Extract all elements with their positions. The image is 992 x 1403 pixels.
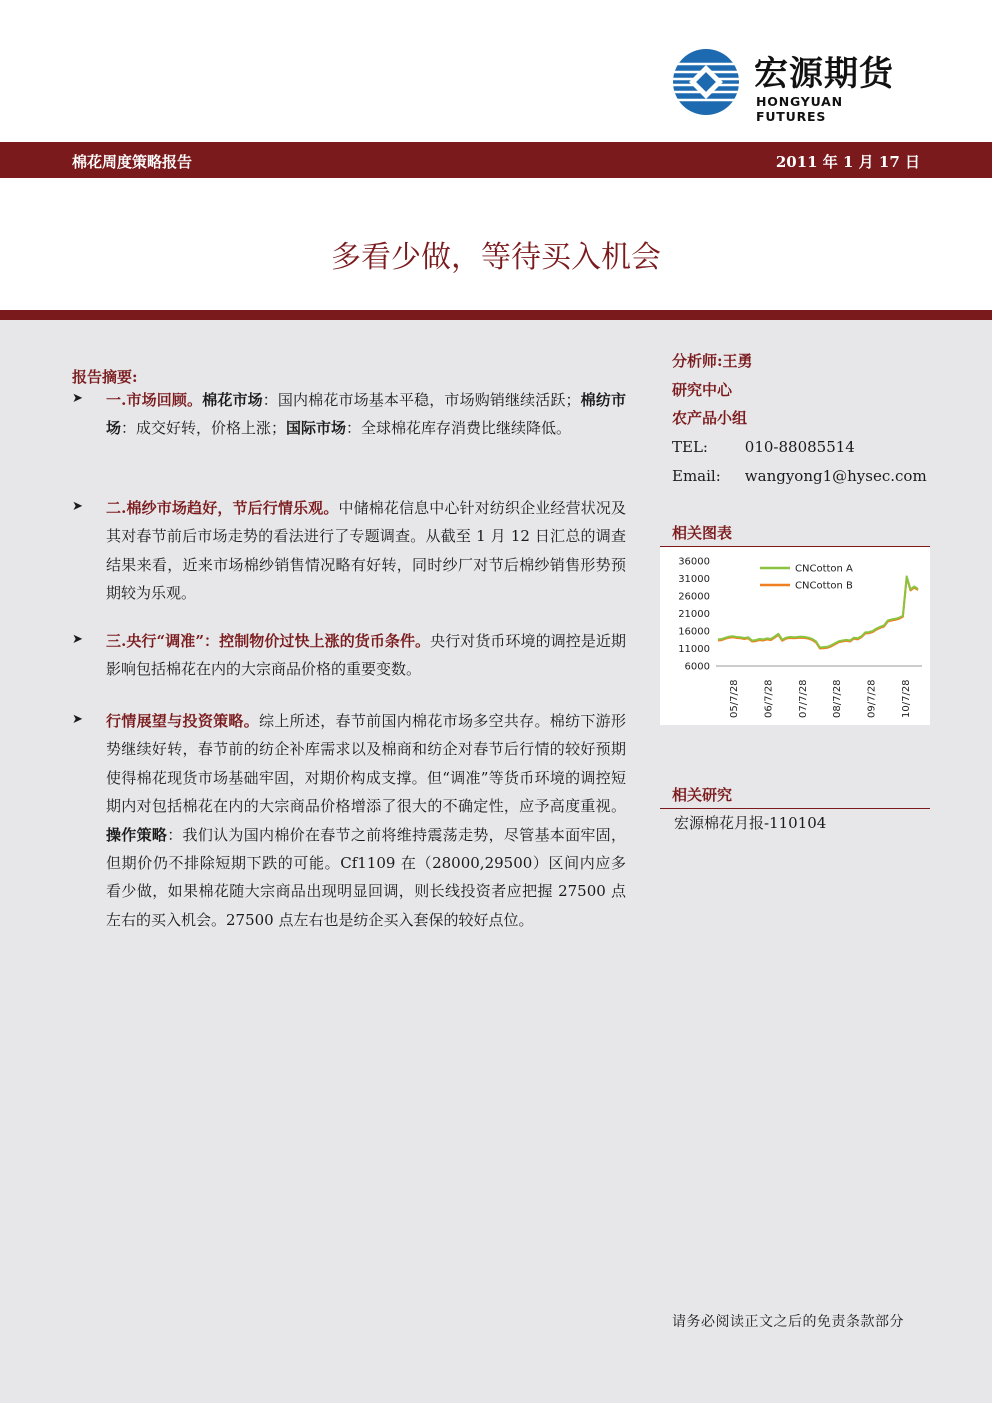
x-tick-label: 10/7/28 — [900, 679, 912, 718]
text-run: 中储棉花信息中心针对纺织企业经营状况及其对春节前后市场走势的看法进行了专题调查。从截至 1 月 12 日汇总的调查结果来看，近来市场棉纱销售情况略有好转，同时纱厂对节后棉纱销售形势预期较为乐观。 — [106, 499, 626, 603]
text-run: 一.市场回顾。 — [106, 391, 203, 409]
text-run: 二.棉纱市场趋好，节后行情乐观。 — [106, 499, 339, 517]
arrow-bullet-icon: ➤ — [72, 391, 83, 406]
text-run: 行情展望与投资策略。 — [106, 712, 260, 730]
y-tick-label: 6000 — [684, 661, 710, 673]
hongyuan-logo-icon — [672, 48, 740, 116]
y-tick-label: 36000 — [678, 556, 710, 568]
arrow-bullet-icon: ➤ — [72, 712, 83, 727]
analyst-name: 分析师:王勇 — [672, 352, 753, 370]
logo-english-name: HONGYUAN FUTURES — [756, 94, 843, 124]
email-label: Email: — [672, 466, 721, 485]
text-run: 综上所述，春节前国内棉花市场多空共存。棉纺下游形势继续好转，春节前的纺企补库需求以及棉商和纺企对春节后行情的较好预期使得棉花现货市场基础牢固，对期价构成支撑。但“调准”等货币环境的调控短期内对包括棉花在内的大宗商品价格增添了很大的不确定性，应予高度重视。 — [106, 712, 626, 816]
price-chart — [660, 547, 930, 725]
text-run: 操作策略 — [106, 825, 168, 844]
report-date: 2011 年 1 月 17 日 — [775, 153, 920, 171]
x-tick-label: 09/7/28 — [866, 679, 878, 718]
x-tick-label: 06/7/28 — [763, 679, 775, 718]
y-tick-label: 26000 — [678, 591, 710, 603]
tel-label: TEL: — [672, 437, 708, 456]
text-run: ：国内棉花市场基本平稳，市场购销继续活跃； — [262, 391, 581, 409]
text-run: ：全球棉花库存消费比继续降低。 — [346, 419, 572, 438]
x-tick-label: 05/7/28 — [729, 679, 741, 718]
analyst-info — [672, 347, 930, 491]
text-run: 棉花市场 — [202, 391, 263, 409]
y-tick-label: 21000 — [678, 609, 710, 620]
text-run: ：成交好转，价格上涨； — [121, 419, 287, 438]
company-logo — [672, 48, 912, 124]
y-tick-label: 11000 — [678, 644, 710, 655]
header-band — [0, 142, 992, 178]
title-divider — [0, 310, 992, 320]
related-research-item[interactable]: 宏源棉花月报-110104 — [674, 814, 827, 832]
x-tick-label: 07/7/28 — [797, 679, 809, 718]
summary-text-2 — [106, 494, 626, 608]
arrow-bullet-icon: ➤ — [72, 632, 83, 647]
summary-text-3 — [106, 627, 626, 684]
chart-heading: 相关图表 — [660, 522, 930, 547]
research-heading: 相关研究 — [660, 784, 930, 809]
report-title: 多看少做，等待买入机会 — [331, 240, 661, 275]
department: 研究中心 — [672, 380, 733, 399]
text-run: 三.央行“调准”：控制物价过快上涨的货币条件。 — [106, 632, 431, 650]
y-tick-label: 16000 — [678, 626, 710, 638]
email-line — [672, 462, 930, 491]
arrow-bullet-icon: ➤ — [72, 499, 83, 514]
summary-text-1 — [106, 386, 626, 443]
text-run: ：我们认为国内棉价在春节之前将维持震荡走势，尽管基本面牢固，但期价仍不排除短期下跌的可能。Cf1109 在（28000,29500）区间内应多看少做，如果棉花随大宗商品出现明显回调，则长线投资者应把握 27500 点左右的买入机会。27500 点左右也是纺企买入套保的较好点位。 — [106, 825, 626, 929]
disclaimer-note: 请务必阅读正文之后的免责条款部分 — [672, 1314, 904, 1330]
tel-value: 010-88085514 — [744, 437, 855, 456]
legend-label: CNCotton A — [795, 563, 853, 575]
text-run: 棉纺市场 — [106, 391, 626, 438]
email-value[interactable]: wangyong1@hysec.com — [744, 466, 927, 485]
text-run: 国际市场 — [286, 419, 347, 438]
legend-label: CNCotton B — [795, 580, 853, 592]
summary-text-4 — [106, 707, 626, 934]
logo-chinese-name: 宏源期货 — [754, 54, 894, 94]
summary-heading: 报告摘要: — [72, 368, 138, 386]
report-type: 棉花周度策略报告 — [72, 153, 193, 171]
group: 农产品小组 — [672, 409, 748, 428]
y-tick-label: 31000 — [678, 574, 710, 585]
tel-line — [672, 433, 930, 462]
text-run: 央行对货币环境的调控是近期影响包括棉花在内的大宗商品价格的重要变数。 — [106, 632, 626, 679]
x-tick-label: 08/7/28 — [832, 679, 844, 718]
price-chart-svg — [660, 547, 930, 725]
